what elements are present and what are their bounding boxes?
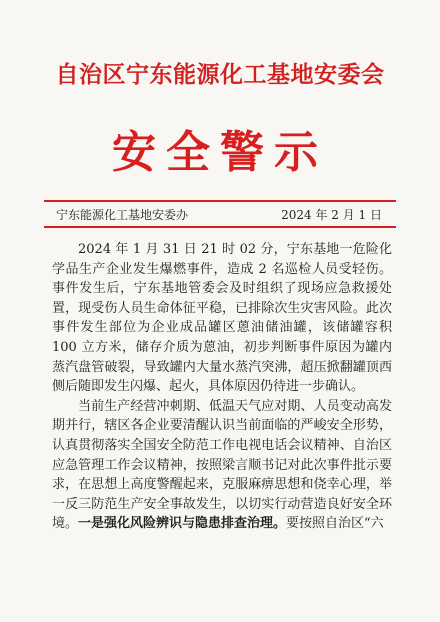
paragraph-requirements: [52, 397, 392, 534]
document-title: 安全警示: [112, 127, 328, 178]
paragraph-requirements-emphasis: 一是强化风险辨识与隐患排查治理。: [78, 516, 287, 532]
header-divider-bottom: [44, 226, 396, 228]
paragraph-requirements-tail: 要按照自治区“六: [286, 516, 384, 532]
organization-title: 自治区宁东能源化工基地安委会: [55, 61, 385, 88]
header-divider-top: [44, 200, 396, 202]
paragraph-requirements-text: 当前生产经营冲刺期、低温天气应对期、人员变动高发期并行，辖区各企业要清醒认识当前面临的严峻安全形势，认真贯彻落实全国安全防范工作电视电话会议精神、自治区应急管理工作会议精神，按照梁言顺书记对此次事件批示要求，在思想上高度警醒起来，克服麻痹思想和侥幸心理，举一反三防范生产安全事故发生，以切实行动营造良好安全环境。: [52, 398, 392, 532]
issue-date: 2024 年 2 月 1 日: [281, 208, 382, 222]
notice-body: [52, 240, 392, 534]
paragraph-incident: 2024 年 1 月 31 日 21 时 02 分，宁东基地一危险化学品生产企业发生爆燃事件，造成 2 名巡检人员受轻伤。事件发生后，宁东基地管委会及时组织了现场应急救援处置，现受伤人员生命体征平稳，已排除次生灾害风险。此次事件发生部位为企业成品罐区蒽油储油罐，该储罐容积 100 立方米，储存介质为蒽油，初步判断事件原因为罐内蒸汽盘管破裂，导致罐内大量水蒸汽突沸，超压掀翻罐顶西侧后随即发生闪爆、起火，具体原因仍待进一步确认。: [52, 242, 392, 395]
issuer-label: 宁东能源化工基地安委办: [56, 208, 189, 222]
